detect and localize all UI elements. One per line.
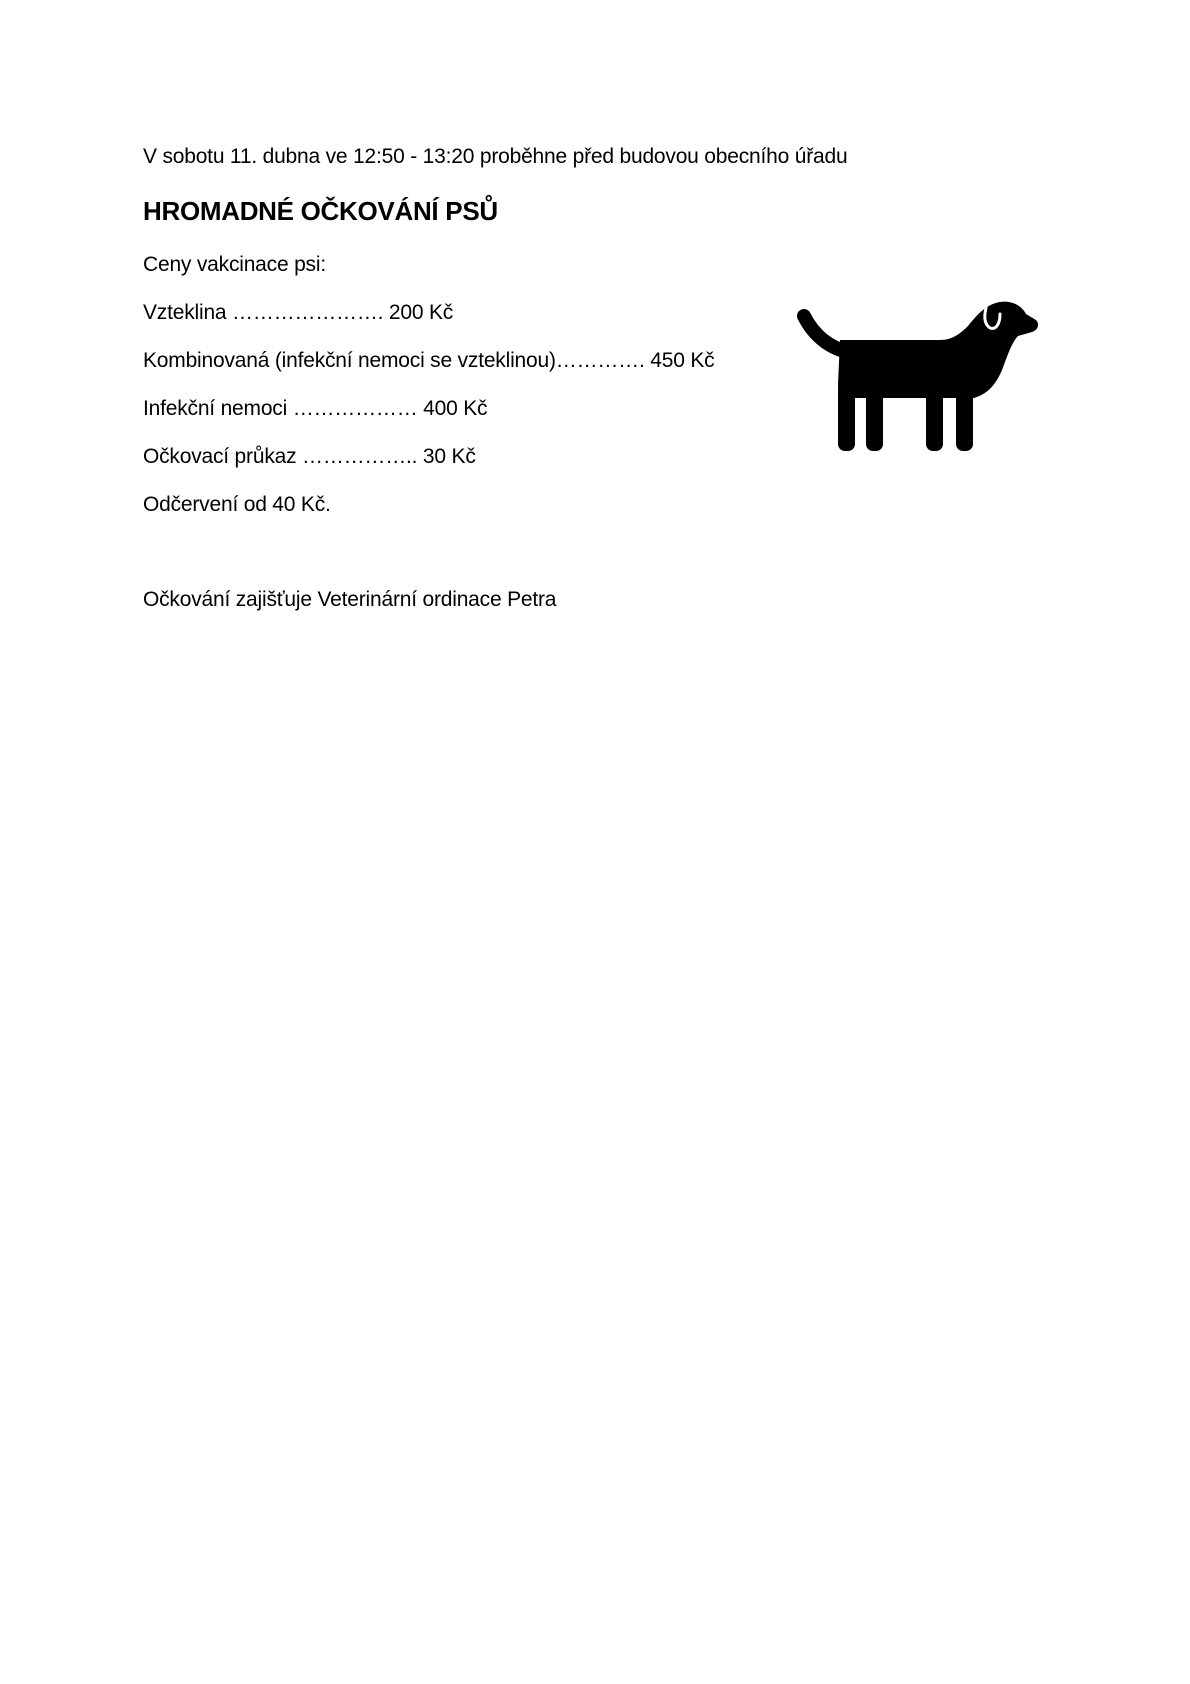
price-row-vaccination-card: Očkovací průkaz …………….. 30 Kč [143,445,476,468]
price-row-deworming: Odčervení od 40 Kč. [143,493,331,516]
dog-icon [790,296,1038,451]
price-row-infectious: Infekční nemoci ……………… 400 Kč [143,397,488,420]
page-title: HROMADNÉ OČKOVÁNÍ PSŮ [143,196,498,226]
price-row-rabies: Vzteklina …………………. 200 Kč [143,301,454,324]
intro-text: V sobotu 11. dubna ve 12:50 - 13:20 proběhne před budovou obecního úřadu [143,145,848,168]
price-row-combined: Kombinovaná (infekční nemoci se vzteklinou)…………. 450 Kč [143,349,715,372]
prices-label: Ceny vakcinace psi: [143,253,326,276]
footer-text: Očkování zajišťuje Veterinární ordinace Petra [143,588,557,611]
